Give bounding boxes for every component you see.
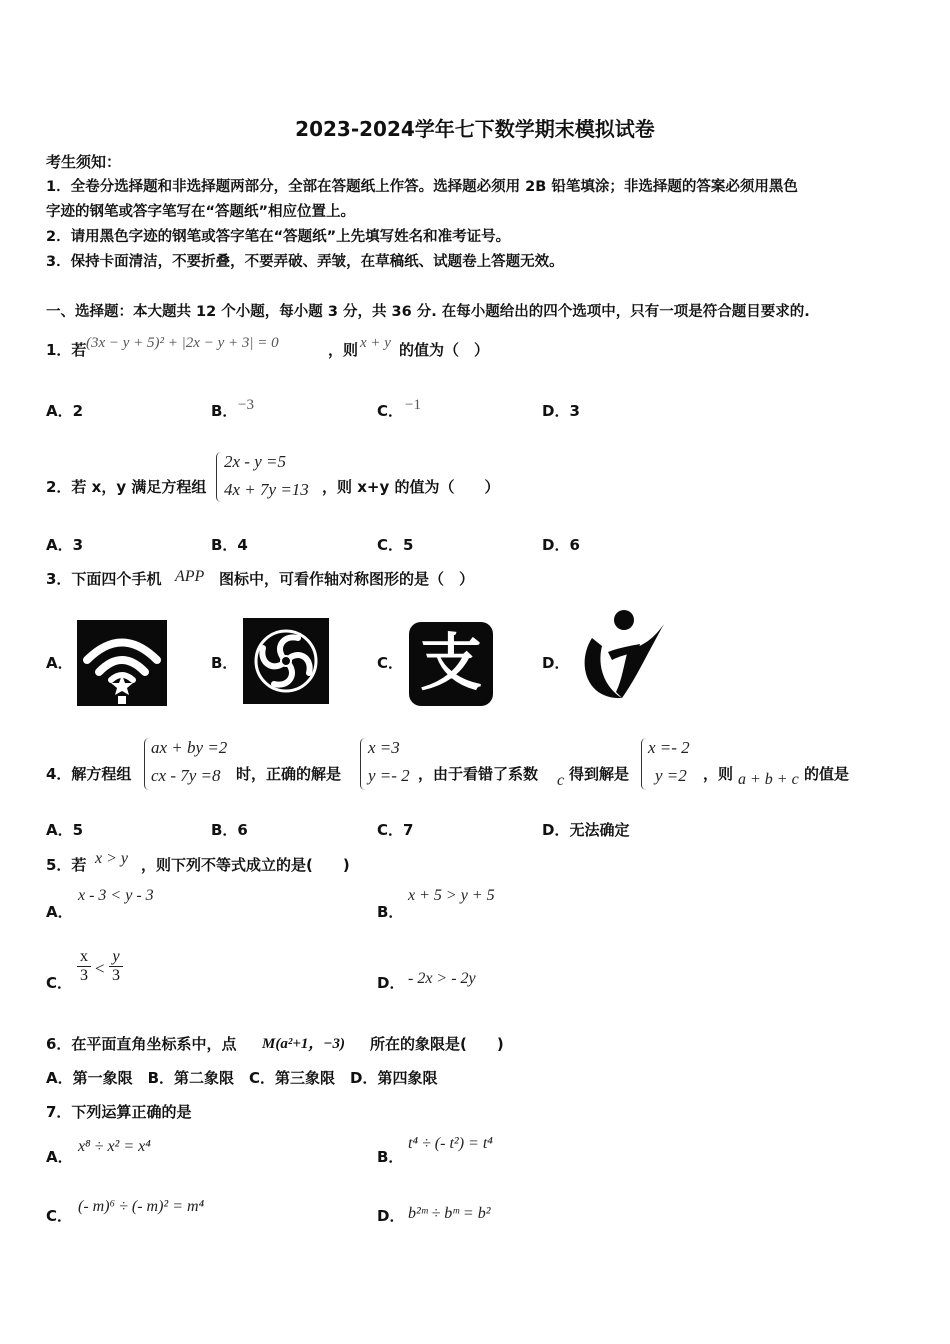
q5-option-c-fraction-1 (77, 948, 91, 985)
q3-prefix: 3．下面四个手机 (46, 570, 162, 588)
q3-option-d[interactable]: D． (542, 654, 570, 672)
q5-option-c-op: < (95, 959, 105, 978)
q5-c-den1: 3 (77, 966, 91, 985)
q7-option-c[interactable]: C． (46, 1207, 73, 1225)
notice-heading: 考生须知： (46, 153, 122, 171)
q2-option-b[interactable]: B．4 (211, 536, 248, 554)
q3-option-c[interactable]: C． (377, 654, 404, 672)
q4-prefix: 4．解方程组 (46, 765, 132, 783)
q1-option-b-value: −3 (238, 397, 254, 413)
q5-c-den2: 3 (109, 966, 123, 985)
q4-text-2: ，由于看错了系数 (418, 765, 539, 783)
q6-text: 6．在平面直角坐标系中，点 (46, 1035, 237, 1053)
q4-wrong-x: x =- 2 (648, 738, 690, 757)
alipay-glyph: 支 (419, 626, 482, 699)
q7-option-c-expr: (- m)⁶ ÷ (- m)² = m⁴ (78, 1198, 205, 1215)
q7-option-d[interactable]: D． (377, 1207, 405, 1225)
q5-c-num2: y (112, 948, 120, 965)
q4-wrong-brace (641, 738, 646, 790)
q3-suffix: 图标中，可看作轴对称图形的是（ ） (219, 570, 475, 588)
page-title: 2023-2024学年七下数学期末模拟试卷 (295, 117, 655, 141)
notice-line-2: 2．请用黑色字迹的钢笔或答字笔在“答题纸”上先填写姓名和准考证号。 (46, 229, 511, 245)
q5-option-d-expr: - 2x > - 2y (408, 970, 476, 987)
q7-text: 7．下列运算正确的是 (46, 1103, 192, 1121)
q1-expr: (3x − y + 5)² + |2x − y + 3| = 0 (86, 335, 279, 351)
q5-option-c-fraction-2 (109, 948, 123, 985)
q5-prefix: 5．若 (46, 856, 87, 874)
q1-option-c-value: −1 (405, 397, 421, 413)
q2-option-a[interactable]: A．3 (46, 536, 84, 554)
q4-eq2: cx - 7y =8 (151, 766, 221, 785)
q7-option-b-expr: t⁴ ÷ (- t²) = t⁴ (408, 1135, 493, 1152)
q5-option-a-expr: x - 3 < y - 3 (78, 887, 154, 904)
q4-text-3: 得到解是 (569, 765, 630, 783)
wifi-app-icon (77, 620, 167, 706)
q4-text-4: ，则 (703, 765, 734, 783)
q3-app: APP (175, 568, 205, 585)
q1-expr2: x + y (360, 335, 391, 351)
q1-option-d[interactable]: D．3 (542, 402, 580, 420)
q5-option-c[interactable]: C． (46, 974, 73, 992)
notice-line-1b: 字迹的钢笔或答字笔写在“答题纸”相应位置上。 (46, 204, 356, 220)
q5-c-num1: x (80, 948, 88, 965)
q7-option-a-expr: x⁸ ÷ x² = x⁴ (78, 1138, 151, 1155)
q4-correct-y: y =- 2 (368, 766, 410, 785)
q4-correct-x: x =3 (368, 738, 400, 757)
q1-option-a[interactable]: A．2 (46, 402, 84, 420)
q4-expr: a + b + c (738, 771, 799, 788)
q4-option-b[interactable]: B．6 (211, 821, 248, 839)
alipay-app-icon (409, 622, 493, 706)
q2-option-c[interactable]: C．5 (377, 536, 414, 554)
q2-prefix: 2．若 x，y 满足方程组 (46, 478, 207, 496)
q3-option-a[interactable]: A． (46, 654, 73, 672)
q2-option-d[interactable]: D．6 (542, 536, 580, 554)
q7-option-a[interactable]: A． (46, 1148, 73, 1166)
q2-eq2: 4x + 7y =13 (224, 480, 309, 499)
q5-option-b[interactable]: B． (377, 903, 404, 921)
q4-wrong-y: y =2 (655, 766, 687, 785)
q5-condition: x > y (95, 850, 128, 867)
q6-options[interactable]: A．第一象限 B．第二象限 C．第三象限 D．第四象限 (46, 1069, 438, 1087)
notice-line-1a: 1．全卷分选择题和非选择题两部分，全部在答题纸上作答。选择题必须用 2B 铅笔填涂；非选择题的答案必须用黑色 (46, 179, 798, 195)
q7-option-d-expr: b²ᵐ ÷ bᵐ = b² (408, 1205, 491, 1222)
q5-option-d[interactable]: D． (377, 974, 405, 992)
q5-option-b-expr: x + 5 > y + 5 (408, 887, 495, 904)
q4-coefficient-c: c (557, 772, 565, 789)
person-logo-icon (578, 608, 668, 706)
q2-eq1: 2x - y =5 (224, 452, 286, 471)
q4-correct-brace (360, 738, 365, 790)
q4-text-5: 的值是 (804, 765, 850, 783)
q6-suffix: 所在的象限是( ) (370, 1035, 504, 1053)
q2-suffix: ，则 x+y 的值为（ ） (322, 478, 500, 496)
q1-suffix: 的值为（ ） (399, 341, 490, 359)
notice-line-3: 3．保持卡面清洁，不要折叠，不要弄破、弄皱，在草稿纸、试题卷上答题无效。 (46, 254, 564, 270)
q4-option-d[interactable]: D．无法确定 (542, 821, 630, 839)
q1-option-c[interactable]: C． (377, 402, 404, 420)
swirl-app-icon (243, 618, 329, 704)
q1-option-b[interactable]: B． (211, 402, 238, 420)
q4-text-1: 时，正确的解是 (236, 765, 342, 783)
q5-suffix: ，则下列不等式成立的是( ) (141, 856, 350, 874)
q6-point: M(a²+1，−3) (262, 1036, 345, 1052)
section-heading: 一、选择题：本大题共 12 个小题，每小题 3 分，共 36 分. 在每小题给出的四个选项中，只有一项是符合题目要求的. (46, 304, 810, 320)
q2-brace (216, 452, 221, 502)
q3-option-b[interactable]: B． (211, 654, 238, 672)
q4-system-brace (144, 738, 149, 790)
q4-option-c[interactable]: C．7 (377, 821, 414, 839)
q1-mid: ，则 (328, 341, 359, 359)
q7-option-b[interactable]: B． (377, 1148, 404, 1166)
q1-prefix: 1．若 (46, 341, 87, 359)
q5-option-a[interactable]: A． (46, 903, 73, 921)
q4-eq1: ax + by =2 (151, 738, 228, 757)
q4-option-a[interactable]: A．5 (46, 821, 84, 839)
